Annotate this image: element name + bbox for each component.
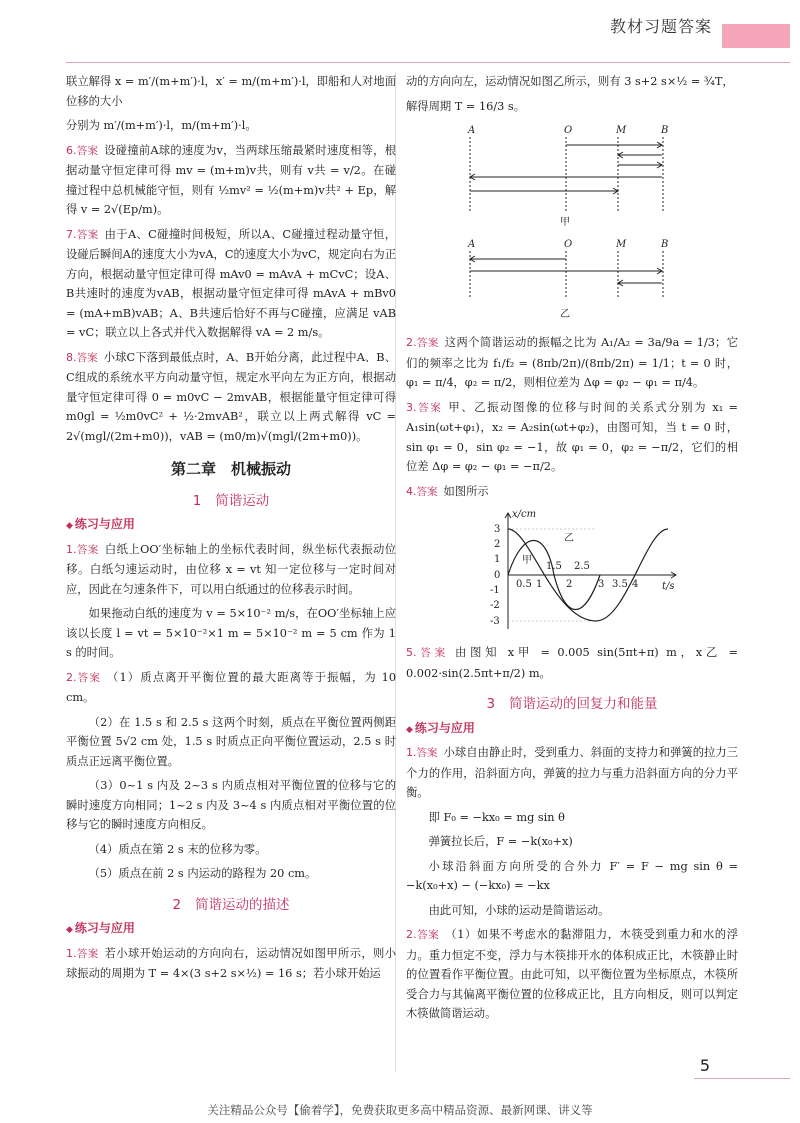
y-tick: 3 [494, 524, 501, 535]
s1-q2-part-5: （5）质点在前 2 s 内运动的路程为 20 cm。 [88, 867, 317, 880]
s2-question-1 [66, 944, 396, 984]
question-7 [66, 225, 396, 343]
x-tick: 2 [566, 579, 573, 590]
page-number: 5 [699, 1056, 710, 1075]
answer-text: 由于A、C碰撞时间极短，所以A、C碰撞过程动量守恒，设碰后瞬间A的速度大小为vA，C的速度大小为vC，规定向右为正方向，根据动量守恒定律可得 mAv0 = mAvA + mCvC；设A、B共速时的速度为vAB，根据动量守恒定律可得 mAvA + mBv0 = (mA+mB)vAB；A、B共速后恰好不再与C碰撞，应满足 vAB = vC；联立以上各式并代入数据解得 vA = 2 m/s。 [66, 227, 397, 339]
curve-label-yi: 乙 [564, 533, 574, 544]
answer-text: （1）质点离开平衡位置的最大距离等于振幅，为 10 cm。 [66, 670, 397, 704]
s3-question-1 [406, 743, 738, 803]
s1-q2-part-4: （4）质点在第 2 s 末的位移为零。 [88, 842, 267, 856]
label-a: A [468, 125, 476, 136]
x-tick: 4 [632, 579, 639, 590]
answer-label: 答案 [76, 351, 98, 364]
header-title: 教材习题答案 [609, 17, 712, 36]
label-b: B [661, 239, 669, 250]
s2-question-1-result: 解得周期 T = 16/3 s。 [406, 99, 526, 113]
s1-q2-part-2: （2）在 1.5 s 和 2.5 s 这两个时刻，质点在平衡位置两侧距平衡位置 5√2 cm 处，1.5 s 时质点正向平衡位置运动，2.5 s 时质点正远离平衡位置。 [66, 715, 396, 768]
header-rule [66, 62, 790, 63]
answer-text: 甲、乙振动图像的位移与时间的关系式分别为 x₁ = A₁sin(ωt+φ₁)，x₂ = A₂sin(ωt+φ₂)，由图可知，当 t = 0 时，sin φ₁ = 0，sin φ₂ = −1，故 φ₁ = 0，φ₂ = −π/2，它们的相位差 Δφ = φ₂ − φ₁ = −π/2。 [406, 400, 738, 473]
s2-question-2 [406, 333, 738, 393]
label-o: O [564, 239, 573, 250]
answer-label: 答案 [76, 228, 99, 241]
section-title: 简谐运动的回复力和能量 [509, 696, 658, 712]
question-number: 4. [406, 484, 417, 498]
s3-q1-conclusion: 由此可知，小球的运动是简谐运动。 [428, 903, 610, 917]
y-tick: 0 [494, 570, 501, 581]
x-tick: 0.5 [516, 579, 532, 590]
y-tick: -2 [490, 600, 500, 611]
x-axis-label: t/s [662, 581, 675, 592]
answer-text: 小球自由静止时，受到重力、斜面的支持力和弹簧的拉力三个力的作用，沿斜面方向，弹簧的拉力与重力沿斜面方向的分力平衡。 [406, 746, 738, 799]
question-8 [66, 348, 396, 447]
question-6 [66, 141, 396, 220]
question-number: 1. [66, 542, 77, 556]
section-heading-2 [66, 896, 396, 916]
s2-question-3 [406, 398, 738, 477]
question-number: 6. [66, 143, 77, 157]
page-header [0, 0, 800, 62]
s3-question-2 [406, 925, 738, 1024]
question-number: 2. [66, 670, 77, 684]
x-tick: 3.5 [612, 579, 628, 590]
practice-heading: ◆ 练习与应用 [406, 719, 738, 741]
section-number: 1 [192, 492, 202, 509]
question-number: 7. [66, 227, 77, 241]
answer-text: 如图所示 [443, 484, 489, 498]
x-tick: 1.5 [546, 561, 562, 572]
figure-caption: 乙 [560, 309, 570, 320]
y-axis-label: x/cm [512, 509, 537, 520]
question-number: 2. [406, 928, 417, 941]
question-number: 5. [406, 646, 417, 659]
answer-text: 设碰撞前A球的速度为v，当两球压缩最紧时速度相等，根据动量守恒定律可得 mv = (m+m)v共，则有 v共 = v/2。在碰撞过程中总机械能守恒，则有 ½mv² = ½(m+m)v共² + Ep，解得 v = 2√(Ep/m)。 [66, 143, 396, 216]
question-number: 2. [406, 336, 417, 349]
intro-line-1: 联立解得 x = m′/(m+m′)·l，x′ = m/(m+m′)·l，即船和人对地面位移的大小 [66, 75, 396, 108]
answer-text: （1）如果不考虑水的黏滞阻力，木筷受到重力和水的浮力。重力恒定不变，浮力与木筷排开水的体积成正比，木筷静止时的位置看作平衡位置。由此可知，以平衡位置为坐标原点，木筷所受合力与其偏离平衡位置的位移成正比，且方向相反，则可以判定木筷做简谐运动。 [406, 928, 738, 1020]
answer-label: 答案 [76, 947, 99, 960]
vibration-graph [486, 507, 686, 637]
s3-q1-equation-3: 小球沿斜面方向所受的合外力 F′ = F − mg sin θ = −k(x₀+x) − (−kx₀) = −kx [406, 859, 738, 892]
section-title: 简谐运动 [215, 492, 270, 509]
x-tick: 2.5 [574, 561, 590, 572]
motion-arrows [470, 251, 663, 297]
intro-line-2: 分别为 m′/(m+m′)·l，m/(m+m′)·l。 [66, 119, 257, 132]
answer-text: 白纸上OO′坐标轴上的坐标代表时间，纵坐标代表振动位移。白纸匀速运动时，由位移 x = vt 知一定位移与一定时间对应，因此在匀速条件下，可以用白纸通过的位移表示时间。 [66, 542, 397, 596]
footer-note: 关注精品公众号【偷着学】，免费获取更多高中精品资源、最新网课、讲义等 [207, 1103, 593, 1117]
question-number: 8. [66, 350, 77, 364]
motion-arrows [470, 137, 663, 211]
curve-label-jia: 甲 [522, 555, 532, 566]
y-tick: 1 [494, 554, 501, 565]
x-tick: 3 [598, 579, 605, 590]
x-tick: 1 [536, 579, 543, 590]
answer-label: 答案 [416, 485, 438, 498]
practice-heading: ◆ 练习与应用 [66, 515, 396, 537]
s3-q1-equation-1: 即 F₀ = −kx₀ = mg sin θ [428, 810, 565, 824]
s1-question-1-continued: 如果拖动白纸的速度为 v = 5×10⁻² m/s，在OO′坐标轴上应该以长度 l = vt = 5×10⁻²×1 m = 5×10⁻² m = 5 cm 作为 1 s 的时间。 [66, 607, 396, 659]
answer-label: 答案 [76, 543, 99, 556]
section-title: 简谐运动的描述 [195, 896, 290, 913]
section-number: 3 [486, 696, 496, 712]
right-column [406, 72, 738, 1029]
label-m: M [616, 239, 627, 250]
y-tick: -3 [490, 616, 500, 627]
answer-text: 小球C下落到最低点时，A、B开始分离，此过程中A、B、C组成的系统水平方向动量守恒，规定水平向左为正方向，根据动量守恒定律可得 0 = m0vC − 2mvAB，根据能量守恒定律可得 m0gl = ½m0vC² + ½·2mvAB²，联立以上两式解得 vC = 2√(mgl/(2m+m0))，vAB = (m0/m)√(mgl/(2m+m0))。 [66, 350, 396, 443]
label-o: O [564, 125, 573, 136]
answer-text: 由图知 x甲 = 0.005 sin(5πt+π) m，x乙 = 0.002·sin(2.5πt+π/2) m。 [406, 646, 738, 680]
s2-question-4 [406, 482, 738, 503]
s3-q1-equation-2: 弹簧拉长后，F = −k(x₀+x) [428, 835, 573, 848]
s2-question-5 [406, 643, 738, 683]
s1-question-2 [66, 668, 396, 708]
answer-label: 答案 [76, 671, 101, 684]
answer-text: 这两个简谐运动的振幅之比为 A₁/A₂ = 3a/9a = 1/3；它们的频率之比为 f₁/f₂ = (8πb/2π)/(8πb/2π) = 1/1；t = 0 时，φ₁ = π/4，φ₂ = π/2，则相位差为 Δφ = φ₂ − φ₁ = π/4。 [406, 336, 738, 389]
left-column [66, 72, 396, 989]
answer-label: 答案 [416, 337, 439, 349]
label-a: A [468, 239, 476, 250]
question-number: 1. [66, 946, 77, 960]
chapter-title: 第二章 机械振动 [170, 460, 291, 478]
motion-diagram-yi [406, 237, 706, 327]
section-number: 2 [172, 896, 182, 913]
section-heading-1 [66, 492, 396, 512]
answer-text: 若小球开始运动的方向向右，运动情况如图甲所示，则小球振动的周期为 T = 4×(3 s+2 s×½) = 16 s；若小球开始运 [66, 946, 396, 980]
figure-caption: 甲 [560, 217, 570, 228]
s1-q2-part-3: （3）0~1 s 内及 2~3 s 内质点相对平衡位置的位移与它的瞬时速度方向相同；1~2 s 内及 3~4 s 内质点相对平衡位置的位移与它的瞬时速度方向相反。 [66, 779, 396, 831]
y-tick: -1 [490, 585, 500, 596]
s2-question-1-continued: 动的方向向左，运动情况如图乙所示，则有 3 s+2 s×½ = ¾T， [406, 75, 734, 88]
section-heading-3 [406, 695, 738, 715]
label-m: M [616, 125, 627, 136]
graph-axes [505, 513, 676, 629]
answer-label: 答案 [416, 647, 449, 659]
practice-heading: ◆ 练习与应用 [66, 919, 396, 941]
answer-label: 答案 [416, 929, 440, 941]
answer-label: 答案 [416, 401, 443, 414]
answer-label: 答案 [76, 144, 99, 157]
y-tick: 2 [494, 539, 501, 550]
s1-question-1 [66, 540, 396, 600]
page-number-rule [694, 1078, 790, 1079]
label-b: B [661, 125, 669, 136]
question-number: 1. [406, 746, 417, 759]
answer-label: 答案 [416, 747, 438, 759]
header-accent-block [722, 24, 790, 48]
question-number: 3. [406, 400, 417, 414]
